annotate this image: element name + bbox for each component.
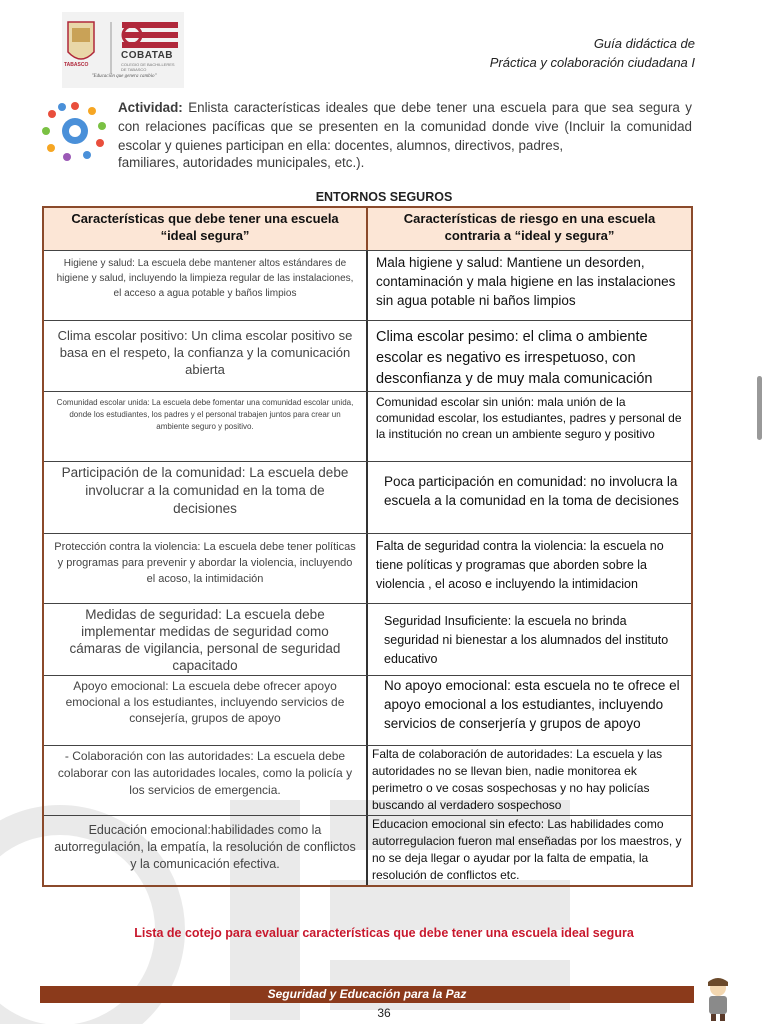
table-title: ENTORNOS SEGUROS [315,190,453,204]
header-ideal-school: Características que debe tener una escuela “ideal segura” [44,208,368,250]
table-header-row [44,208,691,250]
page-number: 36 [377,1006,391,1020]
table-row [44,461,691,533]
ideal-characteristic: Clima escolar positivo: Un clima escolar positivo se basa en el respeto, la confianza y la comunicación abierta [44,321,368,391]
guide-title-line1: Guía didáctica de [593,36,695,51]
table-row [44,675,691,745]
scrollbar-thumb[interactable] [757,376,762,440]
table-row [44,391,691,461]
ideal-characteristic: Protección contra la violencia: La escuela debe tener políticas y programas para prevenir y abordar la violencia, incluyendo el acoso, la intimidación [44,534,368,603]
logo-name: COBATAB [121,50,174,61]
community-circle-icon [40,100,110,162]
risk-characteristic: Falta de colaboración de autoridades: La escuela y las autoridades no se llevan bien, nadie monitorea ek perimetro o ve cosas sospechosas y no hay policías buscando al verdadero sospechoso [372,747,663,812]
ideal-characteristic: Educación emocional:habilidades como la autorregulación, la empatía, la resolución de conflictos y la comunicación efectiva. [44,816,368,885]
ideal-characteristic: Comunidad escolar unida: La escuela debe fomentar una comunidad escolar unida, donde los estudiantes, los padres y el personal trabajen juntos para crear un ambiente seguro y positivo. [44,392,368,461]
risk-characteristic: Poca participación en comunidad: no involucra la escuela a la comunidad en la toma de decisiones [384,474,679,508]
risk-characteristic: Educacion emocional sin efecto: Las habilidades como autorregulacion fueron mal enseñadas por los maestros, y no se deja llegar o ayudar por la falta de empatia, la resolución de conflictos etc. [372,817,682,882]
activity-body-continued: familiares, autoridades municipales, etc.). [118,155,365,170]
table-row [44,745,691,815]
risk-characteristic: No apoyo emocional: esta escuela no te ofrece el apoyo emocional a los estudiantes, incluyendo servicios de conserjería y grupos de apoyo [384,678,680,731]
ideal-characteristic: Participación de la comunidad: La escuela debe involucrar a la comunidad en la toma de decisiones [44,462,368,533]
table-row [44,533,691,603]
mascot-icon [700,976,736,1022]
table-row [44,320,691,391]
activity-instructions [118,98,692,155]
risk-characteristic: Seguridad Insuficiente: la escuela no brinda seguridad ni bienestar a los alumnados del instituto educativo [384,614,669,666]
ideal-characteristic: - Colaboración con las autoridades: La escuela debe colaborar con las autoridades locales, como la policía y los servicios de emergencia. [44,746,368,815]
safe-environments-table [42,206,693,887]
activity-body: Enlista características ideales que debe tener una escuela para que sea segura y con relaciones pacíficas que se presenten en la comunidad donde vive (Incluir la comunidad escolar y quienes participan en ella: docentes, alumnos, directivos, padres, [118,100,692,153]
table-row [44,250,691,320]
ideal-characteristic: Medidas de seguridad: La escuela debe implementar medidas de seguridad como cámaras de vigilancia, personal de seguridad capacitado [44,604,368,675]
logo-state: TABASCO [64,62,89,68]
risk-characteristic: Falta de seguridad contra la violencia: la escuela no tiene políticas y programas que aborden sobre la violencia , el acoso e incluyendo la intimidacion [376,539,664,591]
risk-characteristic: Comunidad escolar sin unión: mala unión de la comunidad escolar, los estudiantes, padres y personal de la institución no crean un ambiente seguro y positivo [376,395,682,441]
footer-bar: Seguridad y Educación para la Paz [40,986,694,1003]
activity-label: Actividad: [118,100,183,115]
risk-characteristic: Mala higiene y salud: Mantiene un desorden, contaminación y mala higiene en las instalaciones sin agua potable ni baños limpios [376,255,676,308]
table-row [44,815,691,885]
logo-subtitle: COLEGIO DE BACHILLERES DE TABASCO [121,62,175,72]
logo-slogan: "Educación que genera cambio" [91,74,157,79]
header-risk-school: Características de riesgo en una escuela contraria a “ideal y segura” [368,208,691,250]
guide-title [490,34,695,72]
table-row [44,603,691,675]
ideal-characteristic: Higiene y salud: La escuela debe mantener altos estándares de higiene y salud, incluyendo la limpieza regular de las instalaciones, el acceso a agua potable y baños limpios [44,251,368,320]
risk-characteristic: Clima escolar pesimo: el clima o ambiente escolar es negativo es irrespetuoso, con desconfianza y de muy mala comunicación [376,329,653,387]
checklist-title: Lista de cotejo para evaluar características que debe tener una escuela ideal segura [134,926,634,940]
guide-title-line2: Práctica y colaboración ciudadana I [489,55,695,70]
ideal-characteristic: Apoyo emocional: La escuela debe ofrecer apoyo emocional a los estudiantes, incluyendo servicios de consejería, grupos de apoyo [44,676,368,745]
